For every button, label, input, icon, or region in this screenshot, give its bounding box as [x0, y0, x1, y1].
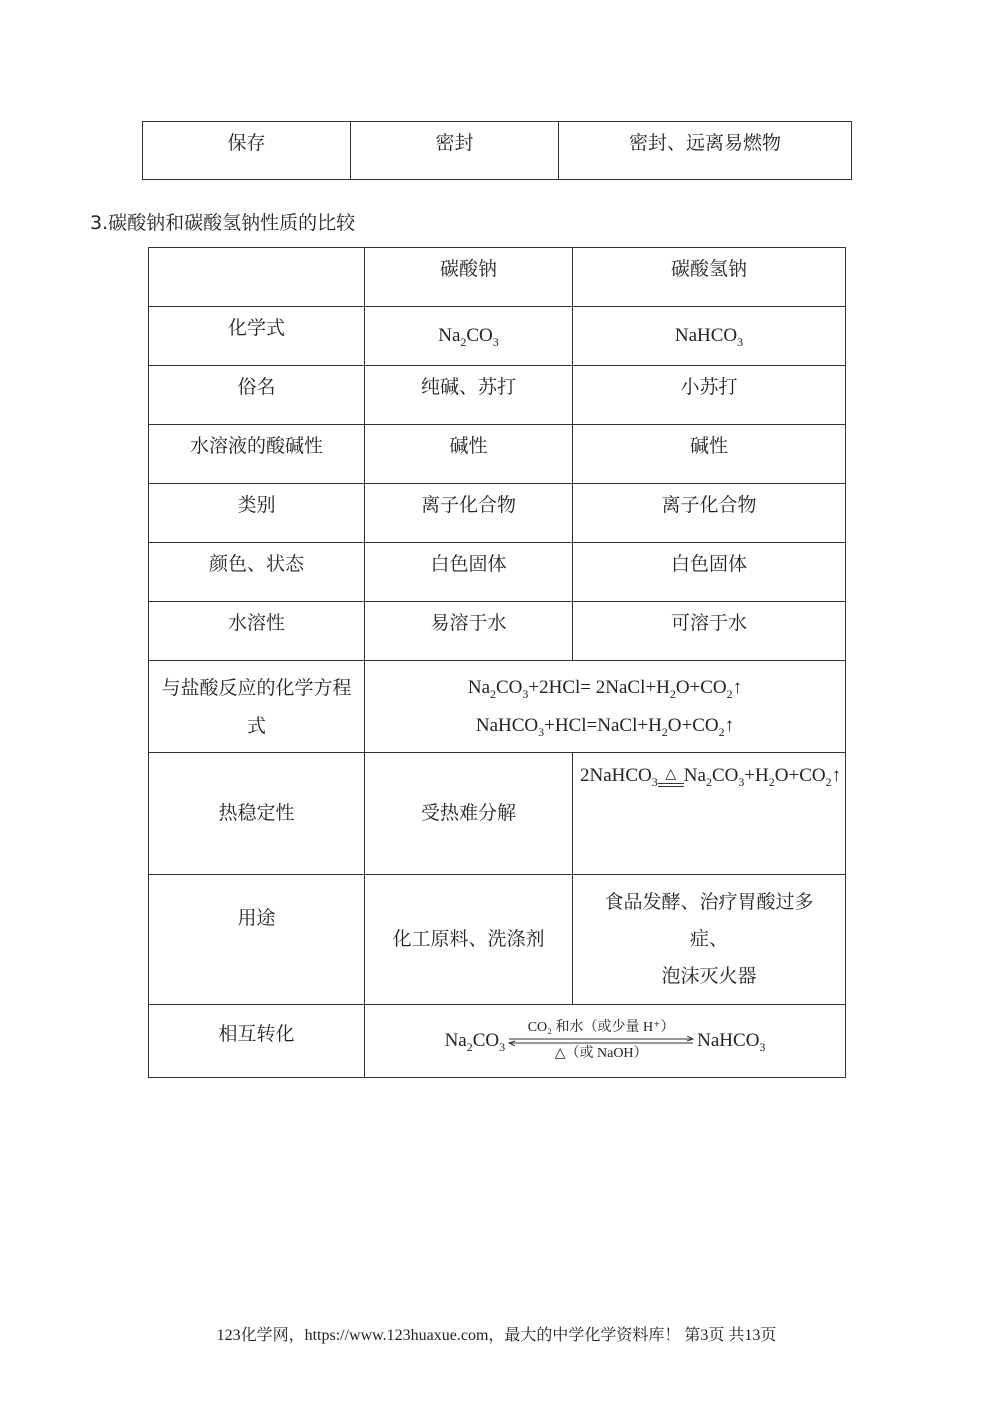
- row-label: 相互转化: [149, 1005, 365, 1078]
- row-label: 俗名: [149, 366, 365, 425]
- section-heading: 3.碳酸钠和碳酸氢钠性质的比较: [90, 212, 356, 234]
- header-nahco3: 碳酸氢钠: [573, 248, 846, 307]
- row-label: 水溶性: [149, 602, 365, 661]
- cell-nahco3: 碱性: [573, 425, 846, 484]
- formula-na2co3: $Na_2CO_3$: [444, 1029, 506, 1054]
- cell-nahco3: [573, 875, 846, 1005]
- cell-na2co3: 受热难分解: [365, 753, 573, 875]
- row-label: 用途: [149, 875, 365, 1005]
- cell-na2co3: 白色固体: [365, 543, 573, 602]
- conversion-diagram: [445, 1020, 766, 1062]
- comparison-table: [148, 247, 846, 1078]
- table-row: [149, 1005, 846, 1078]
- table-row: [149, 875, 846, 1005]
- table-row: [149, 366, 846, 425]
- forward-condition: CO₂ 和水（或少量 H⁺）: [527, 1020, 675, 1035]
- cell-nahco3: 离子化合物: [573, 484, 846, 543]
- row-label: 类别: [149, 484, 365, 543]
- cell-nahco3: 可溶于水: [573, 602, 846, 661]
- cell-na2co3: 化工原料、洗涤剂: [365, 875, 573, 1005]
- equation-nahco3-decomposition: 2NaHCO$_3$ △ $Na_2CO_3+H_2O+CO_2↑$: [573, 753, 846, 875]
- row-label: 与盐酸反应的化学方程式: [149, 661, 365, 753]
- storage-value-1: 密封: [351, 122, 559, 180]
- formula-na2co3: $Na_2CO_3$: [365, 307, 573, 366]
- uses-line-2: 泡沫灭火器: [661, 965, 757, 988]
- table-header-row: [149, 248, 846, 307]
- table-row: [149, 661, 846, 753]
- header-empty: [149, 248, 365, 307]
- cell-na2co3: 离子化合物: [365, 484, 573, 543]
- equation-na2co3-hcl: $Na_2CO_3+2HCl=$ $2NaCl+H_2O+CO_2↑$: [467, 676, 743, 701]
- row-label: 热稳定性: [149, 753, 365, 875]
- uses-line-1: 食品发酵、治疗胃酸过多症、: [604, 890, 814, 950]
- table-row: [149, 484, 846, 543]
- cell-na2co3: 易溶于水: [365, 602, 573, 661]
- heat-condition-symbol: △: [665, 767, 677, 782]
- storage-value-2: 密封、远离易燃物: [559, 122, 852, 180]
- row-label: 化学式: [149, 307, 365, 366]
- row-label: 颜色、状态: [149, 543, 365, 602]
- formula-nahco3: NaHCO$_3$: [573, 307, 846, 366]
- hcl-equations: [365, 661, 846, 753]
- table-row: [149, 543, 846, 602]
- reversible-arrow: [507, 1020, 695, 1062]
- storage-table: [142, 121, 852, 180]
- cell-nahco3: 白色固体: [573, 543, 846, 602]
- conversion-cell: [365, 1005, 846, 1078]
- cell-na2co3: 碱性: [365, 425, 573, 484]
- equation-nahco3-hcl: $NaHCO_3+HCl=NaCl+H_2O+CO_2↑$: [475, 714, 735, 739]
- page-footer: 123化学网，https://www.123huaxue.com，最大的中学化学资料库！ 第3页 共13页: [216, 1327, 777, 1344]
- table-row: [149, 307, 846, 366]
- formula-nahco3: NaHCO$_3$: [697, 1029, 766, 1054]
- table-row: [149, 753, 846, 875]
- table-row: [149, 425, 846, 484]
- cell-na2co3: 纯碱、苏打: [365, 366, 573, 425]
- double-arrow-icon: [507, 1036, 695, 1046]
- cell-nahco3: 小苏打: [573, 366, 846, 425]
- reverse-condition: △（或 NaOH）: [554, 1046, 648, 1061]
- storage-label: 保存: [143, 122, 351, 180]
- row-label: 水溶液的酸碱性: [149, 425, 365, 484]
- header-na2co3: 碳酸钠: [365, 248, 573, 307]
- table-row: [149, 602, 846, 661]
